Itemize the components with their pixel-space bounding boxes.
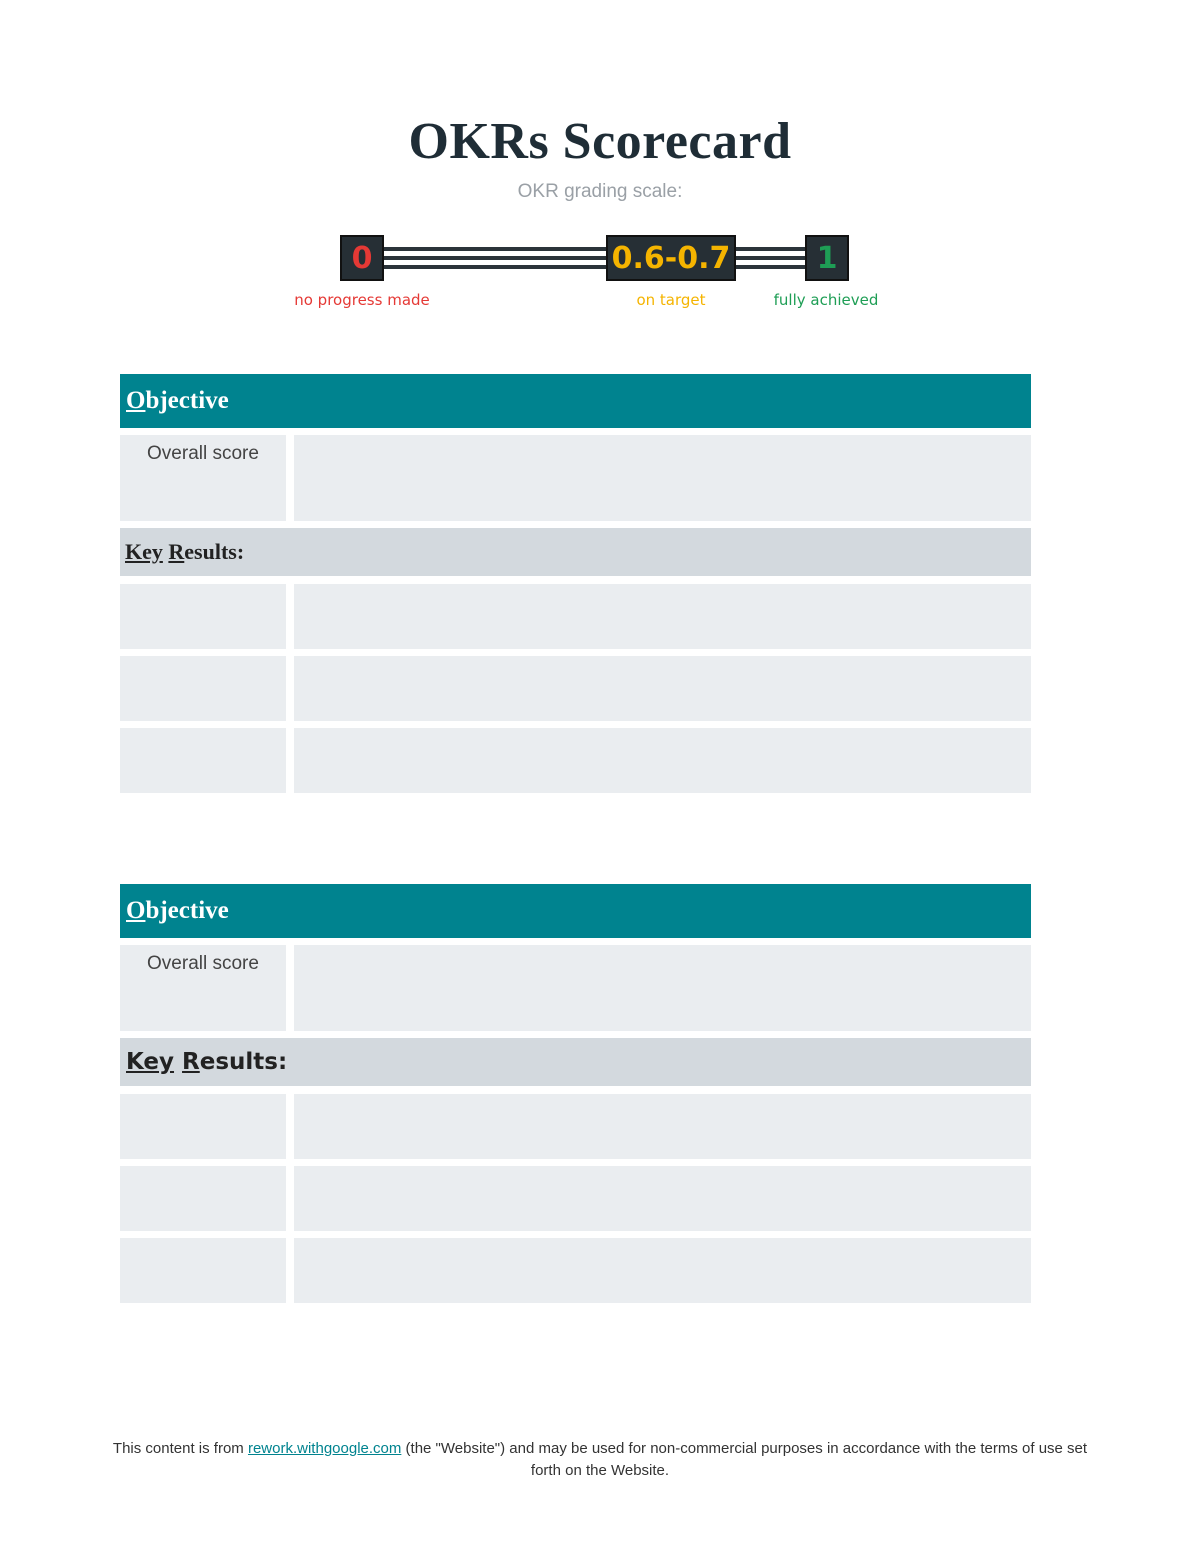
overall-score-label-cell: [120, 435, 286, 521]
footer-prefix: This content is from: [112, 1440, 248, 1457]
scale-box-high: [805, 235, 849, 281]
overall-score-field[interactable]: [294, 435, 1031, 521]
scale-label-low: no progress made: [294, 291, 430, 309]
key-results-word-1: Key: [125, 539, 163, 564]
key-result-text-cell-2[interactable]: [294, 1166, 1031, 1231]
scale-box-mid: [606, 235, 736, 281]
key-result-text-cell-2[interactable]: [294, 656, 1031, 721]
overall-score-label: Overall score: [147, 443, 259, 464]
key-result-score-cell-2[interactable]: [120, 1166, 286, 1231]
footer-website-link[interactable]: rework.withgoogle.com: [247, 1440, 402, 1457]
scale-rail-right: [735, 247, 807, 269]
scale-value-high: 1: [816, 240, 838, 276]
objective-header[interactable]: Objective: [120, 884, 1031, 938]
scale-rail-left: [384, 247, 608, 269]
key-result-text-cell-1[interactable]: [294, 1094, 1031, 1159]
footer-suffix: (the "Website") and may be used for non-commercial purposes in accordance with the terms of use set forth on the Website.: [401, 1440, 1088, 1479]
key-result-score-cell-3[interactable]: [120, 1238, 286, 1303]
grading-scale-subtitle: OKR grading scale:: [517, 181, 683, 202]
key-result-text-cell-3[interactable]: [294, 1238, 1031, 1303]
key-result-text-cell-3[interactable]: [294, 728, 1031, 793]
scale-label-mid: on target: [636, 291, 706, 309]
scale-value-mid: 0.6-0.7: [611, 240, 731, 276]
key-result-score-cell-1[interactable]: [120, 1094, 286, 1159]
objective-header[interactable]: Objective: [120, 374, 1031, 428]
key-results-header: [120, 528, 1031, 576]
overall-score-label-cell: [120, 945, 286, 1031]
okr-section-2: [120, 884, 1031, 1304]
key-result-score-cell-1[interactable]: [120, 584, 286, 649]
scale-value-low: 0: [351, 240, 373, 276]
key-results-header: [120, 1038, 1031, 1086]
key-results-word-1: Key: [126, 1049, 175, 1075]
scale-box-low: [340, 235, 384, 281]
key-result-score-cell-2[interactable]: [120, 656, 286, 721]
key-results-word-2: Results:: [182, 1049, 288, 1075]
key-result-score-cell-3[interactable]: [120, 728, 286, 793]
grading-scale: [0, 0, 1200, 330]
key-result-text-cell-1[interactable]: [294, 584, 1031, 649]
page-title: OKRs Scorecard: [408, 113, 792, 170]
footer-disclaimer: [100, 1438, 1100, 1482]
scale-label-high: fully achieved: [773, 291, 879, 309]
key-results-word-2: Results:: [168, 539, 245, 564]
okr-section-1: [120, 374, 1031, 794]
overall-score-field[interactable]: [294, 945, 1031, 1031]
overall-score-label: Overall score: [147, 953, 259, 974]
